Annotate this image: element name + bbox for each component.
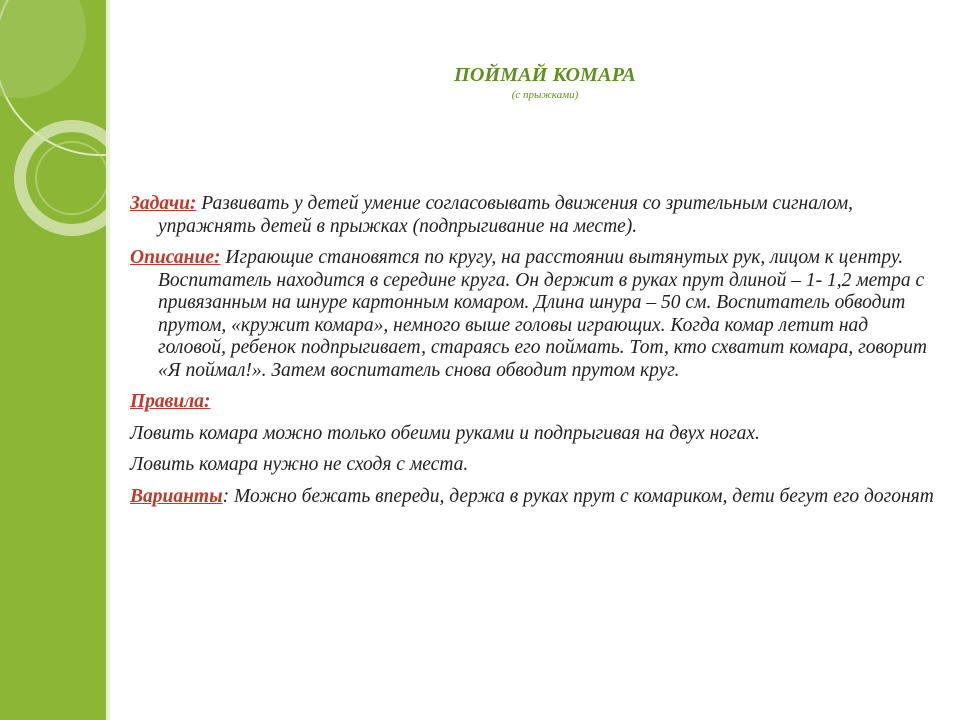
tasks-label: Задачи:	[130, 193, 197, 214]
description-text: Играющие становятся по кругу, на расстоянии вытянутых рук, лицом к центру. Воспитатель находится в середине круга. Он держит в руках прут длиной – 1- 1,2 метра с привязанным на шнуре картонным комаром. Длина шнура – 50 см. Воспитатель обводит прутом, «кружит комара», немного выше головы играющих. Когда комар летит над головой, ребенок подпрыгивает, стараясь его поймать. Тот, кто схватит комара, говорит «Я поймал!». Затем воспитатель снова обводит прутом круг.	[158, 247, 927, 381]
variants-text: : Можно бежать впереди, держа в руках прут с комариком, дети бегут его догонят	[222, 485, 934, 507]
page-subtitle: (с прыжками)	[511, 89, 579, 101]
rule-item: Ловить комара нужно не сходя с места.	[130, 454, 469, 475]
description-paragraph	[130, 247, 935, 382]
variants-paragraph	[130, 486, 935, 509]
rule-item: Ловить комара можно только обеими руками и подпрыгивая на двух ногах.	[130, 422, 760, 444]
decorative-circles-icon	[0, 0, 106, 720]
decorative-sidebar	[0, 0, 106, 720]
variants-label: Варианты	[130, 485, 223, 507]
content-body	[130, 193, 935, 517]
title-block	[130, 64, 960, 101]
rules-heading	[130, 391, 935, 414]
description-label: Описание:	[130, 247, 221, 268]
rules-label: Правила:	[130, 391, 211, 412]
tasks-paragraph	[130, 193, 935, 238]
tasks-text: Развивать у детей умение согласовывать движения со зрительным сигналом, упражнять детей в прыжках (подпрыгивание на месте).	[158, 193, 854, 237]
sidebar-edge	[106, 0, 110, 720]
page-title: ПОЙМАЙ КОМАРА	[454, 64, 636, 86]
